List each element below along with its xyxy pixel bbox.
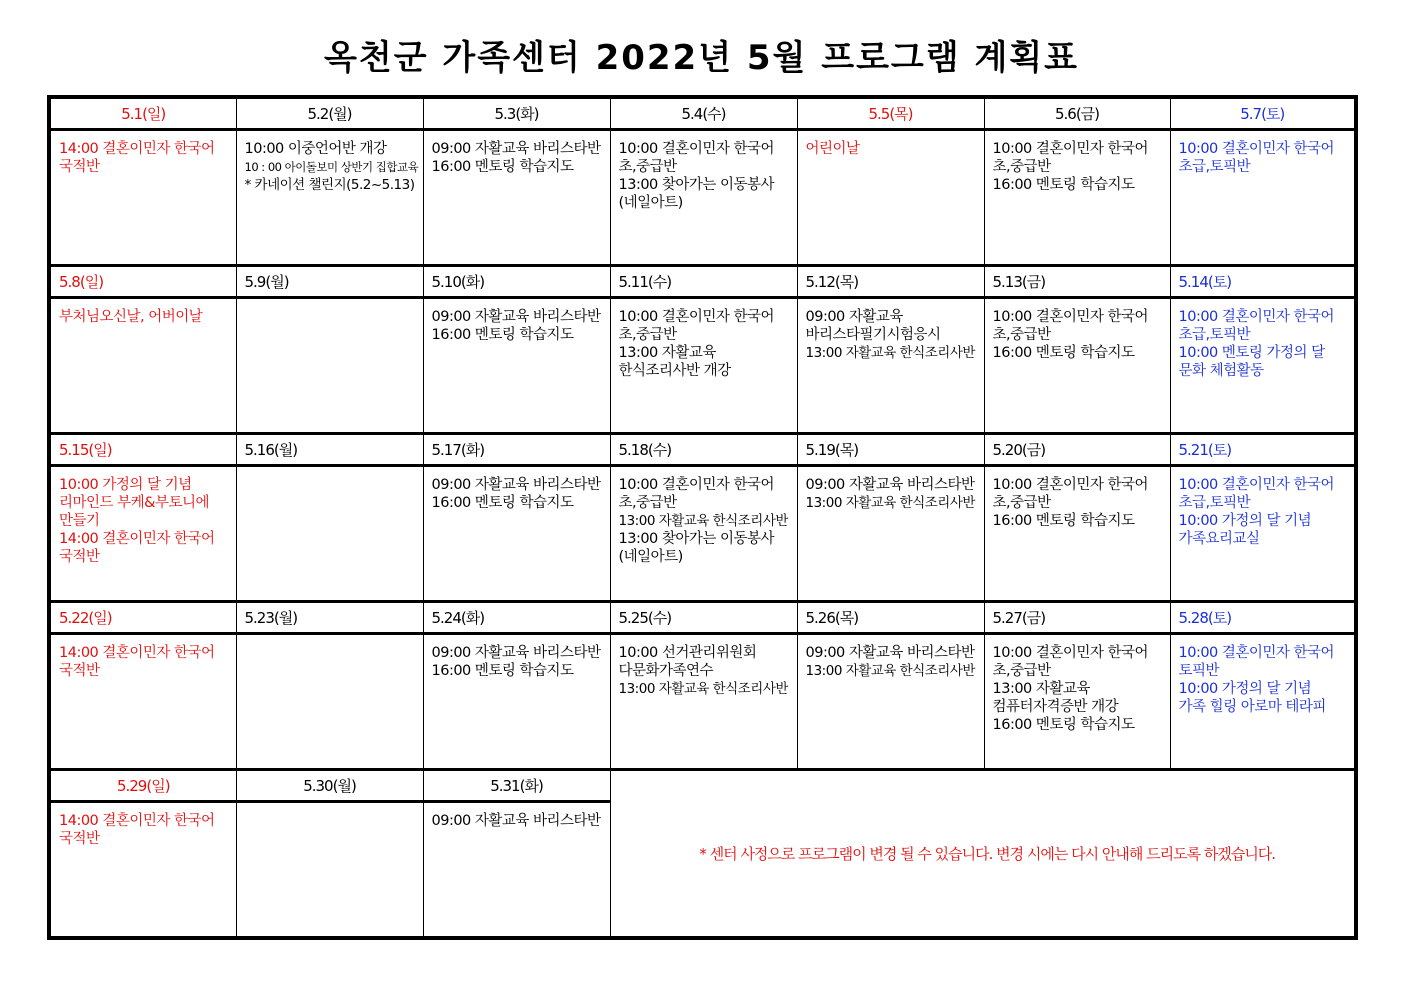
event-line: 09:00 자활교육 바리스타반 [431,813,601,829]
day-cell-mon [236,298,423,434]
event-line: 부처님오신날, 어버이날 [59,309,203,325]
event-line: 초급,토픽반 [1178,159,1251,175]
event-line: 14:00 결혼이민자 한국어 [59,531,215,547]
event-line: 문화 체험활동 [1178,363,1264,379]
event-line: 09:00 자활교육 바리스타반 [805,645,975,661]
event-line: 국적반 [59,831,100,847]
date-header-fri: 5.6(금) [984,97,1170,130]
date-header-tue: 5.24(화) [423,602,610,634]
day-cell-sun [49,298,236,434]
day-cell-sat [1170,130,1356,266]
date-header-thu: 5.26(목) [797,602,984,634]
event-line: 13:00 자활교육 [992,681,1090,697]
day-cell-mon [236,130,423,266]
day-cell-thu [797,298,984,434]
event-line: 16:00 멘토링 학습지도 [431,495,574,511]
event-line: (네일아트) [618,195,683,211]
date-header-sun: 5.15(일) [49,434,236,466]
week-header-row [49,602,1356,634]
date-header-fri: 5.27(금) [984,602,1170,634]
event-line: 초,중급반 [992,327,1051,343]
date-header-wed: 5.18(수) [610,434,797,466]
date-header-tue: 5.17(화) [423,434,610,466]
event-line: 16:00 멘토링 학습지도 [992,513,1135,529]
date-header-sat: 5.7(토) [1170,97,1356,130]
day-cell-thu [797,130,984,266]
date-header-wed: 5.11(수) [610,266,797,298]
day-cell-tue [423,298,610,434]
event-line: 09:00 자활교육 바리스타반 [431,645,601,661]
date-header-mon: 5.2(월) [236,97,423,130]
event-line: 13:00 자활교육 한식조리사반 [805,345,975,361]
event-line: 16:00 멘토링 학습지도 [431,159,574,175]
week-header-row [49,266,1356,298]
date-header-mon: 5.23(월) [236,602,423,634]
day-cell-wed [610,130,797,266]
date-header-fri: 5.20(금) [984,434,1170,466]
event-line: 14:00 결혼이민자 한국어 [59,645,215,661]
week-header-row [49,434,1356,466]
day-cell-sat [1170,298,1356,434]
day-cell-thu [797,634,984,770]
event-line: 10:00 결혼이민자 한국어 [1178,645,1335,661]
week-events-row [49,634,1356,770]
date-header-mon: 5.9(월) [236,266,423,298]
date-header-tue: 5.31(화) [423,770,610,802]
event-line: 10:00 결혼이민자 한국어 [992,645,1149,661]
day-cell-fri [984,130,1170,266]
week-header-row [49,97,1356,130]
event-line: 13:00 자활교육 한식조리사반 [805,495,975,511]
event-line: 초급,토픽반 [1178,327,1251,343]
event-line: 09:00 자활교육 [805,309,903,325]
event-line: 10:00 결혼이민자 한국어 [992,477,1149,493]
day-cell-mon [236,466,423,602]
calendar-table [47,95,1358,940]
event-line: 09:00 자활교육 바리스타반 [431,477,601,493]
event-line: 국적반 [59,549,100,565]
day-cell-wed [610,466,797,602]
event-line: 16:00 멘토링 학습지도 [992,717,1135,733]
date-header-thu: 5.12(목) [797,266,984,298]
event-line: 14:00 결혼이민자 한국어 [59,141,215,157]
event-line: * 카네이션 챌린지(5.2~5.13) [244,177,415,193]
event-line: 10 : 00 아이돌보미 상반기 집합교육 [244,160,419,174]
date-header-sat: 5.28(토) [1170,602,1356,634]
notice-text: * 센터 사정으로 프로그램이 변경 될 수 있습니다. 변경 시에는 다시 안내해 드리도록 하겠습니다. [610,770,1356,938]
event-line: 10:00 이중언어반 개강 [244,141,387,157]
day-cell-mon [236,802,423,938]
date-header-sat: 5.14(토) [1170,266,1356,298]
event-line: (네일아트) [618,549,683,565]
day-cell-mon [236,634,423,770]
day-cell-fri [984,466,1170,602]
event-line: 바리스타필기시험응시 [805,327,941,343]
event-line: 10:00 결혼이민자 한국어 [1178,477,1335,493]
date-header-sun: 5.8(일) [49,266,236,298]
day-cell-fri [984,634,1170,770]
event-line: 초급,토픽반 [1178,495,1251,511]
date-header-wed: 5.4(수) [610,97,797,130]
event-line: 13:00 찾아가는 이동봉사 [618,531,775,547]
event-line: 10:00 결혼이민자 한국어 [992,309,1149,325]
event-line: 10:00 결혼이민자 한국어 [618,141,775,157]
week-events-row [49,298,1356,434]
event-line: 10:00 결혼이민자 한국어 [1178,309,1335,325]
date-header-tue: 5.10(화) [423,266,610,298]
event-line: 어린이날 [805,141,860,157]
event-line: 16:00 멘토링 학습지도 [992,345,1135,361]
event-line: 13:00 찾아가는 이동봉사 [618,177,775,193]
event-line: 초,중급반 [992,495,1051,511]
day-cell-sun [49,634,236,770]
event-line: 가족 힐링 아로마 테라피 [1178,699,1326,715]
event-line: 09:00 자활교육 바리스타반 [805,477,975,493]
event-line: 국적반 [59,159,100,175]
event-line: 10:00 가정의 달 기념 [1178,513,1312,529]
event-line: 초,중급반 [618,495,677,511]
week-events-row [49,466,1356,602]
event-line: 16:00 멘토링 학습지도 [431,327,574,343]
day-cell-tue [423,466,610,602]
date-header-sun: 5.29(일) [49,770,236,802]
week-events-row [49,130,1356,266]
day-cell-thu [797,466,984,602]
day-cell-tue [423,130,610,266]
event-line: 13:00 자활교육 한식조리사반 [805,663,975,679]
event-line: 초,중급반 [618,327,677,343]
event-line: 10:00 결혼이민자 한국어 [1178,141,1335,157]
event-line: 토픽반 [1178,663,1220,679]
event-line: 09:00 자활교육 바리스타반 [431,141,601,157]
day-cell-wed [610,298,797,434]
event-line: 10:00 결혼이민자 한국어 [992,141,1149,157]
event-line: 10:00 멘토링 가정의 달 [1178,345,1325,361]
date-header-mon: 5.16(월) [236,434,423,466]
date-header-fri: 5.13(금) [984,266,1170,298]
event-line: 10:00 가정의 달 기념 [59,477,192,493]
event-line: 10:00 가정의 달 기념 [1178,681,1312,697]
event-line: 13:00 자활교육 한식조리사반 [618,681,788,697]
week-header-row [49,770,1356,802]
page-title: 옥천군 가족센터 2022년 5월 프로그램 계획표 [324,38,1079,78]
date-header-sun: 5.1(일) [49,97,236,130]
event-line: 만들기 [59,513,100,529]
day-cell-sat [1170,466,1356,602]
date-header-sat: 5.21(토) [1170,434,1356,466]
event-line: 다문화가족연수 [618,663,714,679]
date-header-thu: 5.19(목) [797,434,984,466]
date-header-wed: 5.25(수) [610,602,797,634]
event-line: 초,중급반 [992,159,1051,175]
date-header-mon: 5.30(월) [236,770,423,802]
day-cell-sun [49,802,236,938]
event-line: 초,중급반 [992,663,1051,679]
event-line: 09:00 자활교육 바리스타반 [431,309,601,325]
day-cell-tue [423,802,610,938]
event-line: 13:00 자활교육 한식조리사반 [618,513,788,529]
event-line: 16:00 멘토링 학습지도 [992,177,1135,193]
event-line: 가족요리교실 [1178,531,1260,547]
event-line: 국적반 [59,663,100,679]
day-cell-sun [49,130,236,266]
day-cell-tue [423,634,610,770]
date-header-thu: 5.5(목) [797,97,984,130]
event-line: 컴퓨터자격증반 개강 [992,699,1119,715]
event-line: 16:00 멘토링 학습지도 [431,663,574,679]
event-line: 14:00 결혼이민자 한국어 [59,813,215,829]
event-line: 13:00 자활교육 [618,345,716,361]
event-line: 10:00 결혼이민자 한국어 [618,309,775,325]
event-line: 10:00 결혼이민자 한국어 [618,477,775,493]
date-header-tue: 5.3(화) [423,97,610,130]
event-line: 10:00 선거관리위원회 [618,645,757,661]
event-line: 리마인드 부케&부토니에 [59,495,209,511]
event-line: 한식조리사반 개강 [618,363,731,379]
day-cell-wed [610,634,797,770]
day-cell-sat [1170,634,1356,770]
event-line: 초,중급반 [618,159,677,175]
day-cell-sun [49,466,236,602]
day-cell-fri [984,298,1170,434]
date-header-sun: 5.22(일) [49,602,236,634]
